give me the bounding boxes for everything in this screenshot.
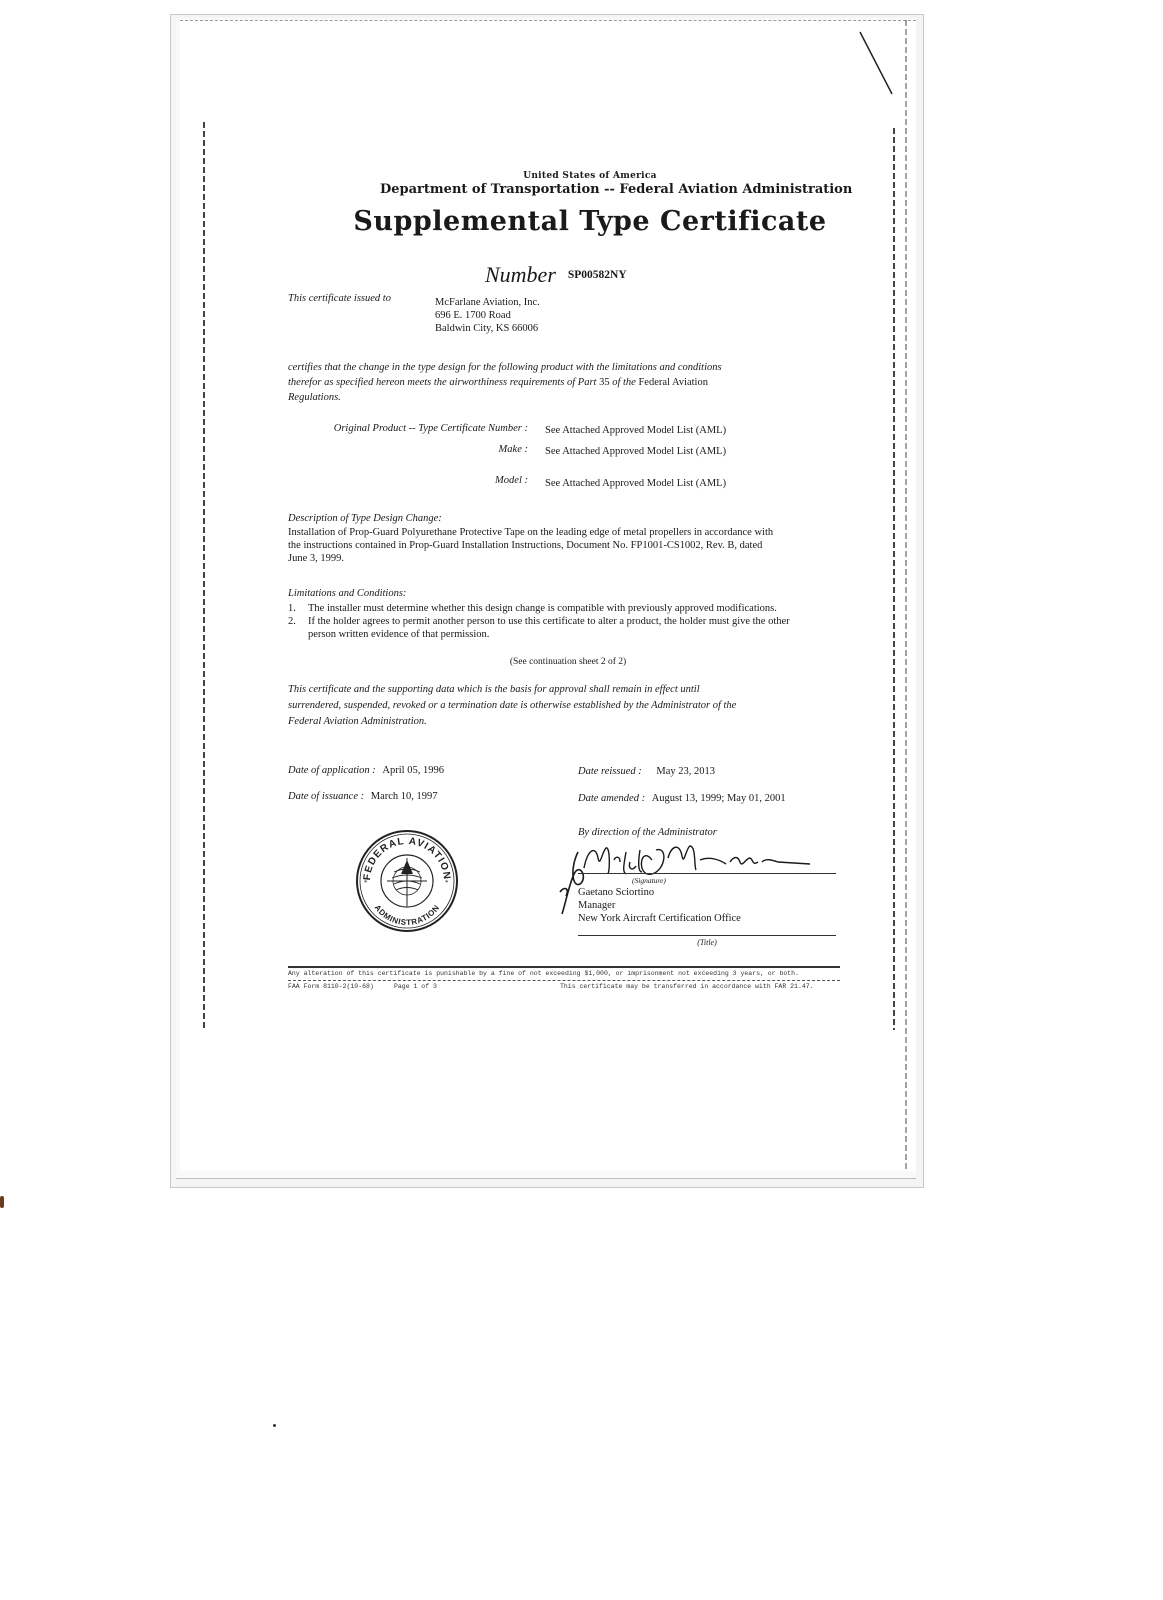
limitation-item-continued: person written evidence of that permission. [308, 629, 490, 640]
certificate-title: Supplemental Type Certificate [353, 206, 827, 237]
holder-city: Baldwin City, KS 66006 [435, 323, 539, 334]
signatory-office: New York Aircraft Certification Office [578, 913, 741, 924]
date-amended: Date amended : August 13, 1999; May 01, 2001 [578, 793, 786, 804]
agency-line: Department of Transportation -- Federal Aviation Administration [380, 182, 853, 197]
date-of-application: Date of application : April 05, 1996 [288, 765, 444, 776]
limitation-item: 2. If the holder agrees to permit another person to use this certificate to alter a product, the holder must give the other [288, 616, 790, 627]
issued-to-address [435, 296, 540, 335]
signatory-block [578, 886, 741, 925]
scan-speck [273, 1424, 276, 1427]
model-label: Model : [495, 475, 528, 486]
signature-line [578, 873, 836, 874]
left-margin-line [203, 122, 205, 1030]
validity-line-1: This certificate and the supporting data which is the basis for approval shall remain in effect until [288, 684, 700, 695]
country-line: United States of America [523, 171, 657, 181]
description-label: Description of Type Design Change: [288, 513, 442, 524]
signatory-name: Gaetano Sciortino [578, 887, 655, 898]
limitation-item: 1. The installer must determine whether this design change is compatible with previously approved modifications. [288, 603, 777, 614]
certificate-header [380, 171, 853, 197]
model-value: See Attached Approved Model List (AML) [545, 478, 727, 489]
tc-number-value: See Attached Approved Model List (AML) [545, 425, 727, 436]
date-reissued: Date reissued : May 23, 2013 [578, 766, 716, 777]
right-margin-line [893, 128, 895, 1030]
alteration-warning: Any alteration of this certificate is punishable by a fine of not exceeding $1,000, or imprisonment not exceeding 3 years, or both. [288, 970, 799, 977]
title-caption: (Title) [697, 938, 717, 947]
form-number: FAA Form 8110-2(10-68) [288, 983, 374, 990]
date-of-issuance: Date of issuance : March 10, 1997 [288, 791, 438, 802]
title-line [578, 935, 836, 936]
certificate-number [485, 262, 627, 288]
make-value: See Attached Approved Model List (AML) [545, 446, 727, 457]
description-line-2: the instructions contained in Prop-Guard Installation Instructions, Document No. FP1001-CS1002, Rev. B, dated [288, 540, 763, 551]
certifies-paragraph [288, 360, 848, 405]
seal-top-text: FEDERAL AVIATION [361, 835, 453, 881]
footer-rule [288, 966, 840, 968]
tc-number-label: Original Product -- Type Certificate Number : [333, 423, 528, 434]
issued-to-label: This certificate issued to [288, 293, 391, 304]
description-line-3: June 3, 1999. [288, 553, 344, 564]
description-text [288, 526, 848, 565]
svg-text:*: * [364, 879, 368, 887]
certifies-line-2: therefor as specified hereon meets the airworthiness requirements of Part 35 of the Federal Aviation [288, 377, 708, 388]
make-label: Make : [498, 444, 528, 455]
scan-edge-mark [0, 1196, 4, 1208]
sheet-edge-line [905, 20, 907, 1170]
limitations-label: Limitations and Conditions: [288, 588, 407, 599]
transfer-note: This certificate may be transferred in accordance with FAR 21.47. [560, 983, 814, 990]
by-direction-label: By direction of the Administrator [578, 827, 717, 838]
validity-line-3: Federal Aviation Administration. [288, 716, 427, 727]
holder-street: 696 E. 1700 Road [435, 310, 511, 321]
number-label: Number [485, 262, 556, 287]
holder-name: McFarlane Aviation, Inc. [435, 297, 540, 308]
description-line-1: Installation of Prop-Guard Polyurethane Protective Tape on the leading edge of metal propellers in accordance with [288, 527, 774, 538]
svg-text:*: * [445, 879, 449, 887]
signature-caption: (Signature) [632, 876, 666, 885]
page-indicator: Page 1 of 3 [394, 983, 437, 990]
validity-paragraph [288, 682, 848, 730]
continuation-note: (See continuation sheet 2 of 2) [509, 657, 627, 667]
faa-seal-icon [354, 828, 460, 934]
certifies-line-3: Regulations. [288, 392, 341, 403]
signatory-role: Manager [578, 900, 616, 911]
certifies-line-1: certifies that the change in the type design for the following product with the limitations and conditions [288, 362, 722, 373]
limitations-list [288, 602, 848, 641]
number-value: SP00582NY [567, 269, 627, 281]
seal-bottom-text: ADMINISTRATION [372, 903, 442, 928]
staple-mark [858, 30, 898, 100]
validity-line-2: surrendered, suspended, revoked or a termination date is otherwise established by the Administrator of the [288, 700, 737, 711]
footer-dashed-rule [288, 980, 840, 981]
